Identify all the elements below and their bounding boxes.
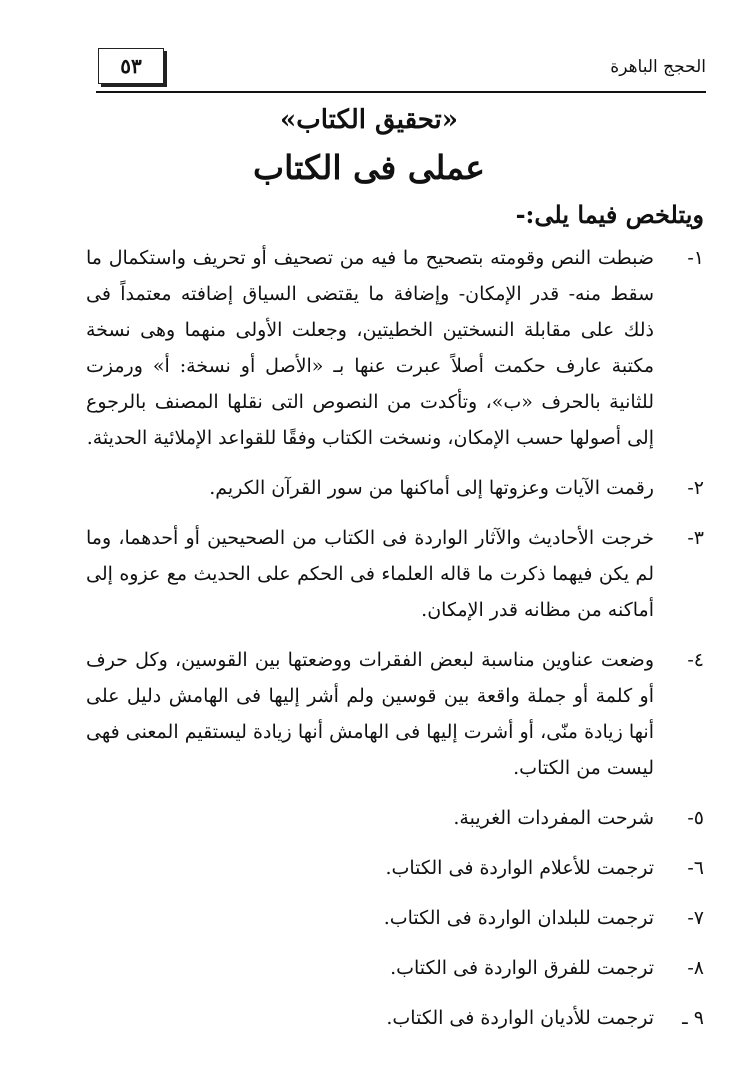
- item-number: ٨-: [687, 957, 704, 979]
- work-steps-list: [86, 240, 704, 1050]
- page-header: [96, 45, 706, 93]
- list-item: [86, 850, 704, 886]
- list-item: [86, 800, 704, 836]
- list-item: [86, 240, 704, 456]
- item-text: ترجمت للبلدان الواردة فى الكتاب.: [383, 907, 654, 929]
- item-number: ٩ ـ: [682, 1007, 704, 1029]
- item-text: شرحت المفردات الغريبة.: [453, 807, 654, 829]
- list-item: [86, 900, 704, 936]
- item-number: ٧-: [687, 907, 704, 929]
- item-text: رقمت الآيات وعزوتها إلى أماكنها من سور القرآن الكريم.: [209, 477, 654, 499]
- item-text: وضعت عناوين مناسبة لبعض الفقرات ووضعتها بين القوسين، وكل حرف أو كلمة أو جملة واقعة بين قوسين ولم أشر إليها فى الهامش دليل على أنها زيادة منّى، أو أشرت إليها فى الهامش أنها زيادة ليستقيم المعنى فهى ليست من الكتاب.: [86, 649, 654, 779]
- item-text: ترجمت للفرق الواردة فى الكتاب.: [390, 957, 654, 979]
- list-item: [86, 1000, 704, 1036]
- item-number: ١-: [687, 247, 704, 269]
- header-rule: [96, 91, 706, 93]
- list-item: [86, 520, 704, 628]
- intro-heading: ويتلخص فيما يلى:-: [515, 200, 704, 229]
- item-text: ترجمت للأعلام الواردة فى الكتاب.: [385, 857, 654, 879]
- item-number: ٥-: [687, 807, 704, 829]
- item-number: ٤-: [687, 649, 704, 671]
- section-title: «تحقيق الكتاب»: [279, 105, 458, 135]
- section-subtitle: عملى فى الكتاب: [253, 148, 485, 187]
- item-number: ٣-: [687, 527, 704, 549]
- page-number-box: [98, 48, 164, 84]
- item-number: ٦-: [687, 857, 704, 879]
- page-number: ٥٣: [120, 54, 142, 78]
- list-item: [86, 642, 704, 786]
- item-number: ٢-: [687, 477, 704, 499]
- item-text: خرجت الأحاديث والآثار الواردة فى الكتاب من الصحيحين أو أحدهما، وما لم يكن فيهما ذكرت ما قاله العلماء فى الحكم على الحديث مع عزوه إلى أماكنه من مظانه قدر الإمكان.: [86, 527, 654, 621]
- item-text: ترجمت للأديان الواردة فى الكتاب.: [386, 1007, 654, 1029]
- list-item: [86, 470, 704, 506]
- list-item: [86, 950, 704, 986]
- running-title: الحجج الباهرة: [610, 57, 706, 77]
- item-text: ضبطت النص وقومته بتصحيح ما فيه من تصحيف أو تحريف واستكمال ما سقط منه- قدر الإمكان- وإضافة ما يقتضى السياق إضافته معتمداً فى ذلك على مقابلة النسختين الخطيتين، وجعلت الأولى منهما وهى نسخة مكتبة عارف حكمت أصلاً عبرت عنها بـ «الأصل أو نسخة: أ» ورمزت للثانية بالحرف «ب»، وتأكدت من النصوص التى نقلها المصنف بالرجوع إلى أصولها حسب الإمكان، ونسخت الكتاب وفقًا للقواعد الإملائية الحديثة.: [86, 247, 654, 449]
